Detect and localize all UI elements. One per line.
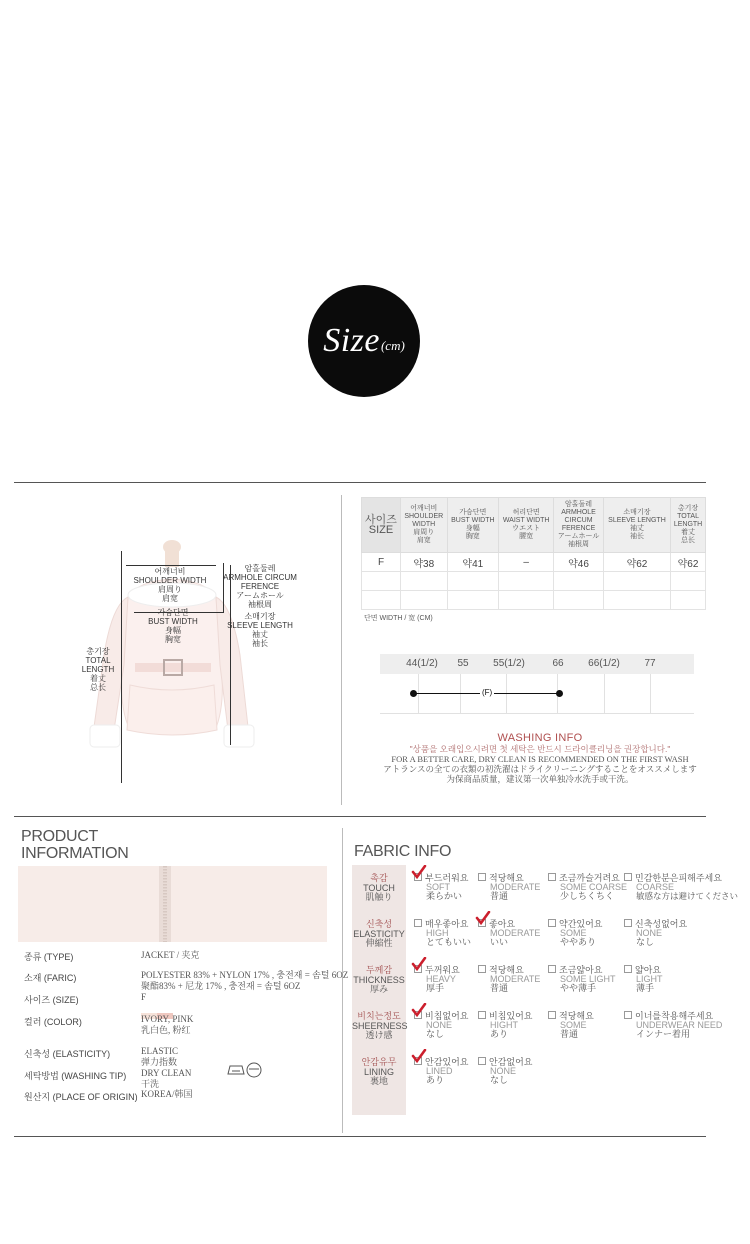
zipper-image <box>155 866 175 942</box>
product-info-value: IVORY, PINK <box>141 1014 194 1024</box>
product-info-label: 세탁방법 (WASHING TIP) <box>24 1071 127 1081</box>
dry-clean-icon <box>226 1061 266 1084</box>
fabric-row-label: 신축성 ELASTICITY 伸縮性 <box>353 919 405 948</box>
table-row <box>362 553 706 572</box>
fabric-row-label: 두께감 THICKNESS 厚み <box>353 965 405 994</box>
fit-scale-tick: 66 <box>552 658 564 669</box>
size-table-header: 가슴단면 BUST WIDTH 身幅 胸宽 <box>447 498 499 553</box>
table-row <box>362 591 706 610</box>
checkbox <box>548 919 556 927</box>
fit-scale-tick: 66(1/2) <box>588 658 620 669</box>
size-table-header: 허리단면 WAIST WIDTH ウエスト 腰宽 <box>499 498 554 553</box>
table-cell: – <box>499 553 554 572</box>
fabric-option: 좋아요 MODERATE いい <box>478 919 540 947</box>
size-badge-title: Size <box>323 322 380 359</box>
fabric-option: 신축성없어요 NONE なし <box>624 919 687 947</box>
product-info-value: 乳白色, 粉红 <box>141 1025 191 1035</box>
armhole-label: 암홀둘레 ARMHOLE CIRCUM FERENCE アームホール 袖根周 <box>223 564 297 609</box>
fit-scale <box>380 654 694 714</box>
fabric-option: 이너를착용해주세요 UNDERWEAR NEED インナー着用 <box>624 1011 722 1039</box>
product-info-label: 사이즈 (SIZE) <box>24 995 79 1005</box>
checkbox <box>624 965 632 973</box>
product-info-label: 신축성 (ELASTICITY) <box>24 1049 111 1059</box>
fabric-row-label: 안감유무 LINING 裏地 <box>361 1057 397 1086</box>
product-info-label: 소재 (FARIC) <box>24 973 77 983</box>
checkbox <box>624 919 632 927</box>
fabric-option: 안감있어요 LINED あり <box>414 1057 468 1085</box>
fabric-row-label: 촉감 TOUCH 肌触り <box>363 873 395 902</box>
size-table-note: 단면 WIDTH / 宽 (CM) <box>364 615 433 622</box>
fabric-option: 비침있어요 HIGHT あり <box>478 1011 532 1039</box>
washing-info <box>360 732 720 784</box>
check-icon <box>411 957 427 971</box>
divider-top <box>14 482 706 483</box>
divider-bottom <box>14 1136 706 1137</box>
fabric-option: 비침없어요 NONE なし <box>414 1011 468 1039</box>
fabric-option: 안감없어요 NONE なし <box>478 1057 532 1085</box>
fabric-option: 얇아요 LIGHT 薄手 <box>624 965 663 993</box>
product-info-value: ELASTIC <box>141 1046 178 1056</box>
size-table-header: 사이즈 SIZE <box>362 498 401 553</box>
table-cell: 약62 <box>603 553 670 572</box>
fabric-info-title: FABRIC INFO <box>354 843 452 860</box>
washing-info-line: FOR A BETTER CARE, DRY CLEAN IS RECOMMENDED ON THE FIRST WASH <box>391 754 689 764</box>
fabric-option: 조금얇아요 SOME LIGHT やや薄手 <box>548 965 616 993</box>
fit-scale-tick: 77 <box>644 658 656 669</box>
product-info-label: 종류 (TYPE) <box>24 952 74 962</box>
divider-vertical <box>341 495 342 805</box>
fabric-option: 매우좋아요 HIGH とてもいい <box>414 919 471 947</box>
product-info-value: F <box>141 992 147 1002</box>
size-table-header: 암홀둘레 ARMHOLE CIRCUM FERENCE アームホール 袖根周 <box>554 498 604 553</box>
fit-range-end-dot <box>556 690 563 697</box>
fit-scale-tick: 55(1/2) <box>493 658 525 669</box>
product-info-label: 원산지 (PLACE OF ORIGIN) <box>24 1092 138 1102</box>
shoulder-line <box>126 565 216 566</box>
product-info-label: 컬러 (COLOR) <box>24 1017 82 1027</box>
fabric-option: 약간있어요 SOME ややあり <box>548 919 602 947</box>
total-length-line <box>121 551 122 783</box>
fabric-option: 적당해요 MODERATE 普通 <box>478 965 540 993</box>
checkbox <box>414 919 422 927</box>
product-info-value: 弹力指数 <box>141 1057 178 1067</box>
fabric-row-label: 비치는정도 SHEERNESS 透け感 <box>352 1011 408 1040</box>
bust-label: 가슴단면 BUST WIDTH 身幅 胸宽 <box>148 608 198 644</box>
shoulder-label: 어깨너비 SHOULDER WIDTH 肩周り 肩宽 <box>133 567 207 603</box>
checkbox <box>478 873 486 881</box>
check-icon <box>411 1049 427 1063</box>
fit-scale-tick: 55 <box>457 658 469 669</box>
table-row <box>362 572 706 591</box>
check-icon <box>475 911 491 925</box>
check-icon <box>411 865 427 879</box>
size-table-header: 총기장 TOTAL LENGTH 着丈 总长 <box>671 498 706 553</box>
checkbox <box>548 965 556 973</box>
product-info-value: DRY CLEAN <box>141 1068 192 1078</box>
divider-vertical-lower <box>342 828 343 1133</box>
washing-info-title: WASHING INFO <box>497 732 583 744</box>
checkbox <box>478 965 486 973</box>
table-cell: 약41 <box>447 553 499 572</box>
size-badge <box>308 285 420 397</box>
fit-range-start-dot <box>410 690 417 697</box>
fabric-info-panel <box>352 865 739 1115</box>
product-info-value: JACKET / 夹克 <box>141 950 200 960</box>
sleeve-label: 소매기장 SLEEVE LENGTH 袖丈 袖长 <box>227 612 293 648</box>
washing-info-line: "상품을 오래입으시려면 첫 세탁은 반드시 드라이클리닝을 권장합니다." <box>409 744 671 754</box>
checkbox <box>478 1011 486 1019</box>
checkbox <box>624 873 632 881</box>
check-icon <box>411 1003 427 1017</box>
product-info-value: 干洗 <box>141 1079 160 1089</box>
table-cell: 약46 <box>554 553 604 572</box>
total-length-label: 총기장 TOTAL LENGTH 着丈 总长 <box>81 647 115 692</box>
product-info-value: POLYESTER 83% + NYLON 17% , 충전재 = 솜털 6OZ <box>141 970 349 980</box>
fabric-option: 부드러워요 SOFT 柔らかい <box>414 873 468 901</box>
washing-info-line: アトランスの全ての衣類の初洗濯はドライクリーニングすることをオススメします <box>383 764 697 774</box>
checkbox <box>478 1057 486 1065</box>
divider-middle <box>14 816 706 817</box>
size-badge-unit: (cm) <box>380 337 405 353</box>
size-table-header: 어깨너비 SHOULDER WIDTH 肩周り 肩宽 <box>401 498 448 553</box>
size-table <box>361 497 706 610</box>
color-chips <box>141 1006 173 1012</box>
jacket-figure <box>80 535 340 795</box>
fabric-option: 조금까슬거려요 SOME COARSE 少しちくちく <box>548 873 627 901</box>
product-info-title: PRODUCT INFORMATION <box>21 828 129 862</box>
fabric-option: 민감한분은피해주세요 COARSE 敏感な方は避けてください <box>624 873 738 901</box>
fabric-option: 적당해요 SOME 普通 <box>548 1011 594 1039</box>
checkbox <box>548 873 556 881</box>
table-cell: F <box>362 553 401 572</box>
checkbox <box>624 1011 632 1019</box>
table-cell: 약62 <box>671 553 706 572</box>
fit-scale-tick: 44(1/2) <box>406 658 438 669</box>
product-info-value: KOREA/韩国 <box>141 1089 193 1099</box>
checkbox <box>548 1011 556 1019</box>
fit-range-label: (F) <box>482 688 493 697</box>
washing-info-line: 为保商品质量，建议第一次单独冷水洗手或干洗。 <box>446 774 634 784</box>
fabric-option: 적당해요 MODERATE 普通 <box>478 873 540 901</box>
table-cell: 약38 <box>401 553 448 572</box>
size-table-header: 소매기장 SLEEVE LENGTH 袖丈 袖长 <box>603 498 670 553</box>
product-info-value: 聚酯83% + 尼龙 17% , 충전재 = 솜털 6OZ <box>141 981 301 991</box>
fabric-option: 두꺼워요 HEAVY 厚手 <box>414 965 460 993</box>
